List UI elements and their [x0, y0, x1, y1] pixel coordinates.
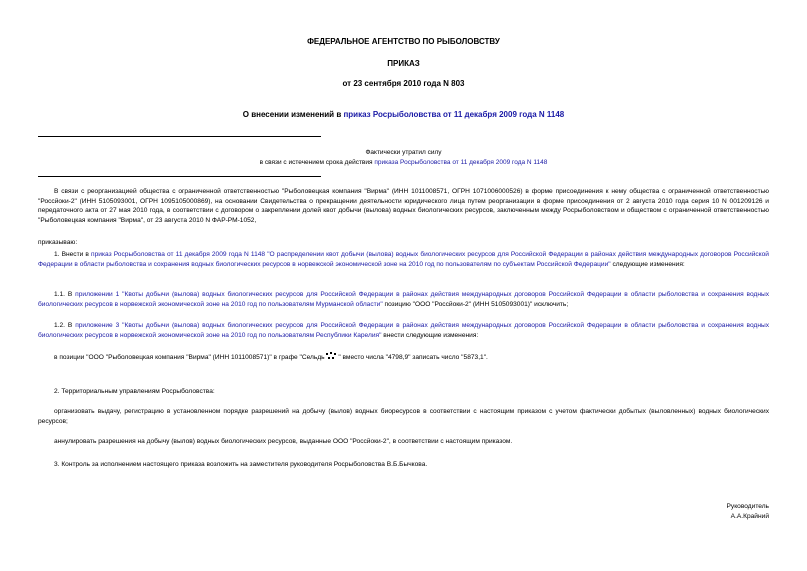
doc-type-heading: ПРИКАЗ	[387, 59, 420, 68]
item-1-2	[38, 321, 769, 340]
item-1-prefix: 1. Внести в	[54, 251, 92, 258]
status-line-1: Фактически утратил силу	[365, 149, 442, 156]
date-number-heading: от 23 сентября 2010 года N 803	[342, 79, 465, 88]
item-1-1	[38, 290, 769, 309]
item-1-2-detail-a: в позиции "ООО "Рыболовецкая компания "Вирма" (ИНН 1011008571)" в графе "Сельдь	[54, 354, 325, 361]
item-1-1-prefix: 1.1. В	[54, 291, 76, 298]
signature-role: Руководитель	[726, 503, 769, 510]
item-1-suffix: следующие изменения:	[610, 260, 685, 268]
status-line-2-prefix: в связи с истечением срока действия	[259, 159, 375, 166]
status-note	[0, 148, 807, 168]
document-title	[0, 110, 807, 120]
item-1-2-prefix: 1.2. В	[54, 322, 76, 329]
item-2-b: аннулировать разрешения на добычу (вылов) водных биологических ресурсов, выданные ООО "Россйоки-2", в соответствии с настоящим приказом.	[54, 438, 513, 445]
item-1-1-link[interactable]: приложении 1 "Квоты добычи (вылова) водных биологических ресурсов для Российской Федерации в районах действия международных договоров Российской Федерации в области рыболовства и сохранения водных биологических ресурсов в норвежской экономической зоне на 2010 год по пользователям Мурманской области"	[38, 291, 769, 308]
title-prefix: О внесении изменений в	[242, 110, 344, 119]
item-1-2-detail	[38, 352, 769, 363]
preamble-paragraph: В связи с реорганизацией общества с ограниченной ответственностью "Рыболовецкая компания "Вирма" (ИНН 1011008571, ОГРН 1071006000526) в форме присоединения к нему общества с ограниченной ответственностью "Россйоки-2" (ИНН 5105093001, ОГРН 1095105000869), на основании Свидетельства о прекращении деятельности юридического лица путем реорганизации в форме присоединения от 2 августа 2010 года серия 10 N 001209126 и передаточного акта от 27 мая 2010 года, в соответствии с договором о закреплении долей квот добычи (вылова) водных биологических ресурсов, заключенным между Росрыболовством и обществом с ограниченной ответственностью "Рыболовецкая компания "Вирма", от 23 августа 2010 N ФАР-РМ-1052,	[38, 188, 769, 224]
order-word: приказываю:	[38, 239, 78, 246]
item-1-1-suffix: позицию "ООО "Россйоки-2" (ИНН 5105093001)" исключить;	[382, 300, 569, 308]
formula-image-icon	[326, 352, 336, 360]
item-1-2-detail-b: " вместо числа "4798,9" записать число "5873,1".	[338, 354, 488, 361]
status-link[interactable]: приказа Росрыболовства от 11 декабря 2009 года N 1148	[374, 159, 548, 166]
signature-name: А.А.Крайний	[730, 513, 769, 520]
divider-top	[38, 136, 321, 137]
item-1-2-link[interactable]: приложение 3 "Квоты добычи (вылова) водных биологических ресурсов для Российской Федерации в районах действия международных договоров Российской Федерации в области рыболовства и сохранения водных биологических ресурсов в норвежской экономической зоне на 2010 год по пользователям Республики Карелия"	[38, 322, 770, 339]
title-link[interactable]: приказ Росрыболовства от 11 декабря 2009 года N 1148	[343, 110, 565, 119]
signature-block	[727, 502, 769, 522]
item-2: 2. Территориальным управлениям Росрыболовства:	[54, 388, 215, 395]
item-2-a: организовать выдачу, регистрацию в установленном порядке разрешений на добычу (вылов) водных биоресурсов в соответствии с настоящим приказом с учетом фактически добытых (выловленных) водных биологических ресурсов;	[38, 408, 769, 425]
item-1-link[interactable]: приказ Росрыболовства от 11 декабря 2009 года N 1148 "О распределении квот добычи (вылова) водных биологических ресурсов для Российской Федерации в районах действия международных договоров Российской Федерации в области рыболовства и сохранения водных биологических ресурсов в норвежской экономической зоне на 2010 год по пользователям по субъектам Российской Федерации"	[38, 251, 769, 268]
item-1	[38, 250, 769, 269]
item-3: 3. Контроль за исполнением настоящего приказа возложить на заместителя руководителя Росрыболовства В.Б.Бычкова.	[54, 461, 428, 468]
status-line-2	[0, 158, 807, 168]
item-1-2-suffix: внести следующие изменения:	[381, 331, 479, 339]
agency-heading: ФЕДЕРАЛЬНОЕ АГЕНТСТВО ПО РЫБОЛОВСТВУ	[307, 37, 500, 46]
divider-bottom	[38, 176, 321, 177]
